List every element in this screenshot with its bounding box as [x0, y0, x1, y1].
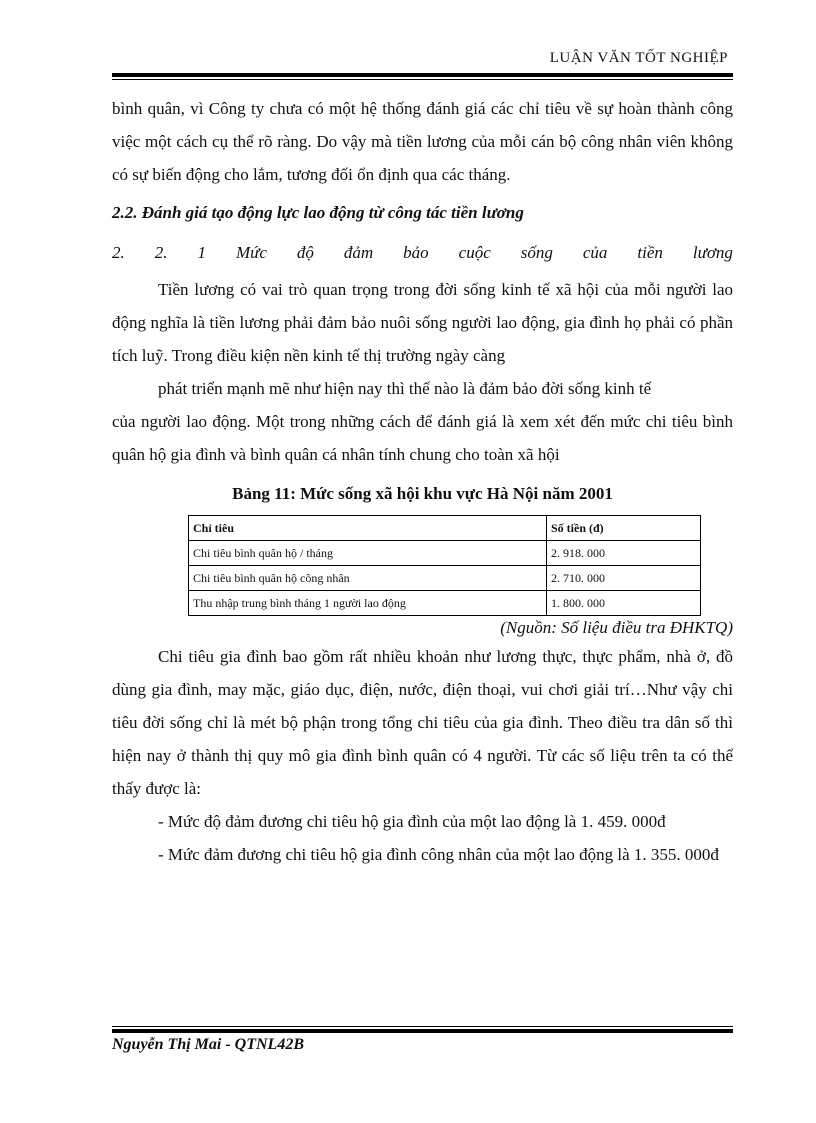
table-cell: Chi tiêu bình quân hộ công nhân [189, 566, 547, 591]
subheading-word: của [582, 243, 608, 262]
subheading-word: đảm [343, 243, 374, 262]
table-cell: Thu nhập trung bình tháng 1 người lao động [189, 591, 547, 616]
footer-rule-thin [112, 1026, 733, 1027]
paragraph-continuation: của người lao động. Một trong những cách để đánh giá là xem xét đến mức chi tiêu bình quân hộ gia đình và bình quân cá nhân tính chung cho toàn xã hội [112, 412, 733, 464]
table-source: (Nguồn: Số liệu điều tra ĐHKTQ) [500, 618, 733, 637]
paragraph-continued: bình quân, vì Công ty chưa có một hệ thống đánh giá các chỉ tiêu về sự hoàn thành công việc một cách cụ thể rõ ràng. Do vậy mà tiền lương của mỗi cán bộ công nhân viên không có sự biến động cho lắm, tương đối ổn định qua các tháng. [112, 99, 733, 184]
paragraph-household-spending: Chi tiêu gia đình bao gồm rất nhiều khoản như lương thực, thực phẩm, nhà ở, đồ dùng gia đình, may mặc, giáo dục, điện, nước, điện thoại, vui chơi giải trí…Như vậy chi tiêu đời sống chỉ là mét bộ phận trong tổng chi tiêu của gia đình. Theo điều tra dân số thì hiện nay ở thành thị quy mô gia đình bình quân có 4 người. Từ các số liệu trên ta có thể thấy được là: [112, 647, 733, 798]
table-row [189, 566, 701, 591]
paragraph-first-line: phát triển mạnh mẽ như hiện nay thì thế nào là đảm bảo đời sống kinh tế [158, 379, 652, 398]
living-standard-table [188, 515, 701, 616]
subsection-heading [112, 235, 733, 271]
table-title: Bảng 11: Mức sống xã hội khu vực Hà Nội năm 2001 [232, 484, 613, 503]
header-rule-thin [112, 79, 733, 80]
subheading-word: tiền [637, 243, 663, 262]
table-header-row [189, 516, 701, 541]
running-header: LUẬN VĂN TỐT NGHIỆP [549, 50, 728, 66]
subheading-word: Mức [235, 243, 267, 262]
table-row [189, 591, 701, 616]
page-body [112, 92, 733, 871]
subheading-word: 1 [197, 243, 206, 262]
subheading-word: 2. [154, 243, 168, 262]
section-heading: 2.2. Đánh giá tạo động lực lao động từ công tác tiền lương [112, 203, 524, 222]
bullet-item: - Mức độ đảm đương chi tiêu hộ gia đình của một lao động là 1. 459. 000đ [158, 812, 666, 831]
paragraph-wage-role: Tiền lương có vai trò quan trọng trong đời sống kinh tế xã hội của mỗi người lao động nghĩa là tiền lương phải đảm bảo nuôi sống người lao động, gia đình họ phải có phần tích luỹ. Trong điều kiện nền kinh tế thị trường ngày càng [112, 280, 733, 365]
footer-rule-thick [112, 1029, 733, 1033]
bullet-item: - Mức đảm đương chi tiêu hộ gia đình công nhân của một lao động là 1. 355. 000đ [158, 845, 719, 864]
subheading-word: bảo [403, 243, 429, 262]
subheading-word: cuộc [458, 243, 491, 262]
table-cell: Chi tiêu bình quân hộ / tháng [189, 541, 547, 566]
table-cell: 2. 918. 000 [547, 541, 701, 566]
header-rule-thick [112, 73, 733, 77]
subheading-word: 2. [112, 243, 125, 262]
column-header: Số tiền (đ) [547, 516, 701, 541]
subheading-word: lương [692, 243, 733, 262]
column-header: Chỉ tiêu [189, 516, 547, 541]
table-cell: 2. 710. 000 [547, 566, 701, 591]
table-row [189, 541, 701, 566]
table-cell: 1. 800. 000 [547, 591, 701, 616]
subheading-word: độ [296, 243, 314, 262]
subheading-word: sống [520, 243, 553, 262]
footer-author: Nguyễn Thị Mai - QTNL42B [112, 1036, 304, 1053]
